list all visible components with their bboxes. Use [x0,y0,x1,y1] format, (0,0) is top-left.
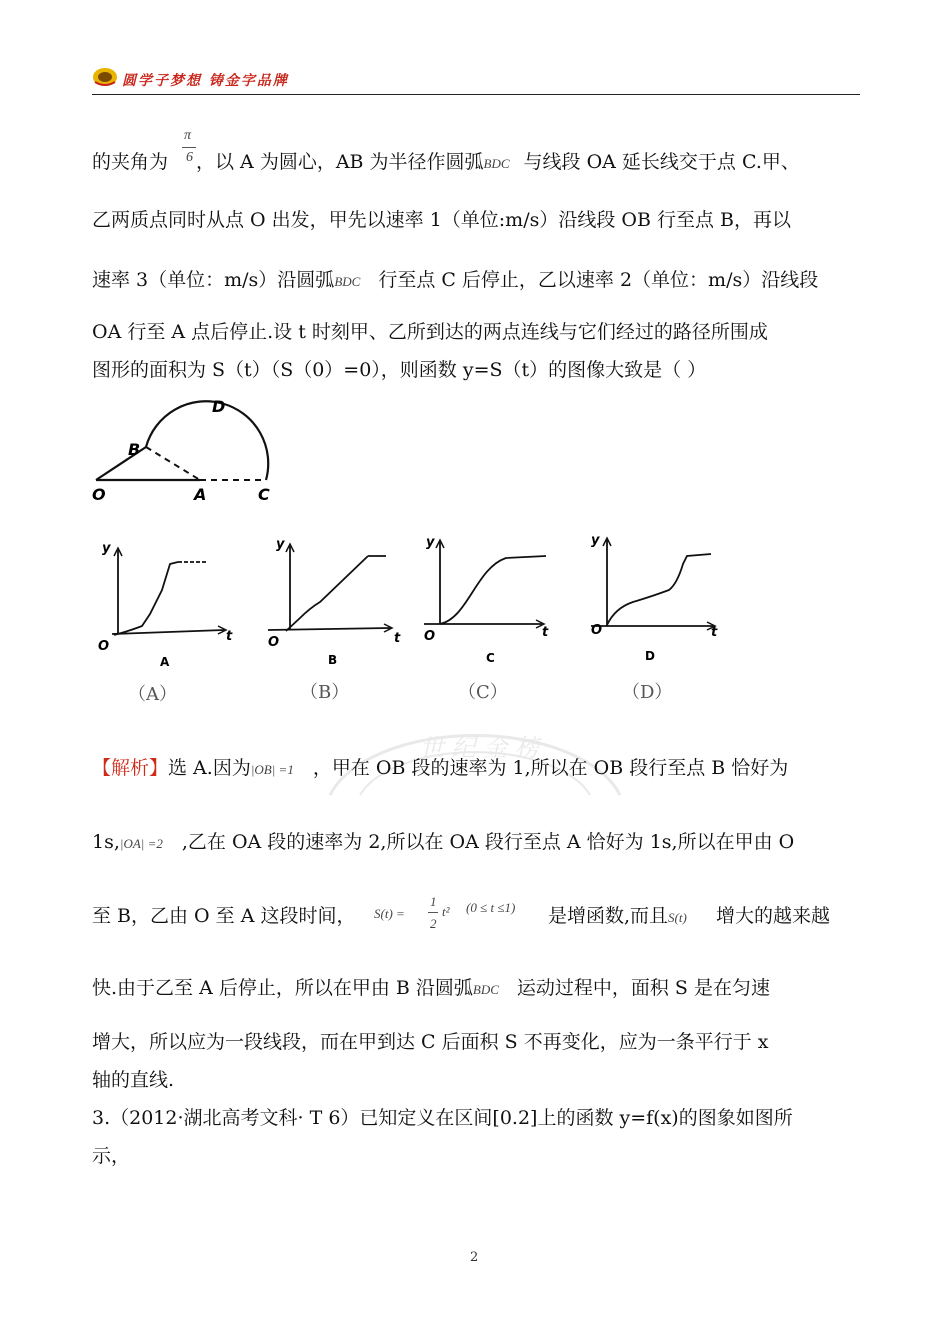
math-t2: t² [442,904,450,919]
next-question-line-1: 3.（2012·湖北高考文科· T 6）已知定义在区间[0.2]上的函数 y=f(x)的图象如图所 [92,1107,793,1129]
graph-letter: B [328,653,338,667]
text: 运动过程中，面积 S 是在匀速 [516,977,770,999]
origin-label: O [424,629,436,644]
curve-a [114,562,178,635]
solution-line-4 [92,976,770,1002]
segment-ab-dashed [146,447,200,480]
text: 速率 3（单位：m/s）沿圆弧 [92,269,335,291]
arc-bdc: BDC [334,274,361,289]
problem-line-5: 图形的面积为 S（t）（S（0）=0），则函数 y=S（t）的图像大致是（ ） [92,359,707,381]
label-a: A [194,485,207,504]
curve-b [286,556,368,631]
problem-line-1 [92,150,800,176]
solution-line-6: 轴的直线. [92,1069,175,1091]
option-a-graph [92,534,242,676]
problem-line-4: OA 行至 A 点后停止.设 t 时刻甲、乙所到达的两点连线与它们经过的路径所围成 [92,321,768,343]
t-axis-label: t [542,625,549,640]
label-o: O [92,485,106,504]
label-d: D [212,397,226,416]
y-axis-label: y [426,535,435,550]
option-d-graph [585,526,735,668]
option-caption-d: （D） [622,682,673,703]
page-header [92,64,860,95]
text: 行至点 C 后停止，乙以速率 2（单位：m/s）沿线段 [378,269,819,291]
graph-letter: D [645,649,655,663]
page-number: 2 [470,1250,479,1265]
curve-d [607,554,711,625]
text: ,乙在 OA 段的速率为 2,所以在 OA 段行至点 A 恰好为 1s,所以在甲由 O [181,831,795,853]
solution-line-3-tail [548,904,830,930]
origin-label: O [98,639,110,654]
solution-line-2 [92,830,794,856]
text: 是增函数,而且 [548,905,669,927]
next-question-line-2: 示， [92,1145,131,1167]
text: 与线段 OA 延长线交于点 C.甲、 [523,151,800,173]
svg-text:世 纪 金 榜: 世 纪 金 榜 [420,734,539,762]
math-ob: |OB| =1 [250,762,294,777]
option-caption-a: （A） [128,684,177,705]
problem-line-3 [92,268,818,294]
solution-line-3 [92,904,355,928]
arc-bdc-curve [146,401,268,480]
math-oa: |OA| =2 [119,836,163,851]
math-st2: S(t) [668,910,687,925]
half-numerator: 1 [430,894,437,909]
solution-line-1 [92,756,788,782]
solution-line-5: 增大，所以应为一段线段，而在甲到达 C 后面积 S 不再变化，应为一条平行于 x [92,1031,769,1053]
fraction-numerator: π [184,128,192,143]
text: 的夹角为 [92,151,169,173]
option-caption-b: （B） [300,682,350,703]
text: 1s, [92,831,120,853]
graph-letter: C [486,651,495,665]
text: 增大的越来越 [716,905,831,927]
label-b: B [128,440,141,459]
brand-logo-icon [92,66,118,88]
text: ，以 A 为圆心，AB 为半径作圆弧 [196,151,484,173]
solution-tag: 【解析】 [92,757,169,779]
arc-bdc: BDC [483,156,510,171]
y-axis-label: y [102,541,111,556]
label-c: C [258,485,270,504]
curve-c [440,556,546,624]
half-denominator: 2 [430,916,437,931]
option-c-graph [418,528,568,670]
fraction-denominator: 6 [186,150,193,165]
header-slogan: 圆学子梦想 铸金字品牌 [122,73,289,89]
t-axis-label: t [394,631,401,646]
graph-letter: A [160,655,170,669]
option-caption-c: （C） [458,682,508,703]
text: 至 B，乙由 O 至 A 这段时间， [92,905,356,927]
geometry-figure [88,392,288,504]
y-axis-label: y [591,533,600,548]
math-range: (0 ≤ t ≤1) [466,900,516,915]
option-b-graph [262,530,412,672]
fraction-bar [428,912,438,913]
text: ，甲在 OB 段的速率为 1,所以在 OB 段行至点 B 恰好为 [312,757,789,779]
arc-bdc: BDC [472,982,499,997]
fraction-bar [182,147,196,148]
t-axis-label: t [226,629,233,644]
origin-label: O [591,623,603,638]
text: 快.由于乙至 A 后停止，所以在甲由 B 沿圆弧 [92,977,473,999]
text: 选 A.因为 [168,757,251,779]
y-axis-label: y [276,537,285,552]
problem-line-2: 乙两质点同时从点 O 出发，甲先以速率 1（单位:m/s）沿线段 OB 行至点 B，再以 [92,209,791,231]
origin-label: O [268,635,280,650]
math-st: S(t) = [374,906,405,921]
watermark-seal [270,700,680,800]
t-axis-label: t [711,625,718,640]
